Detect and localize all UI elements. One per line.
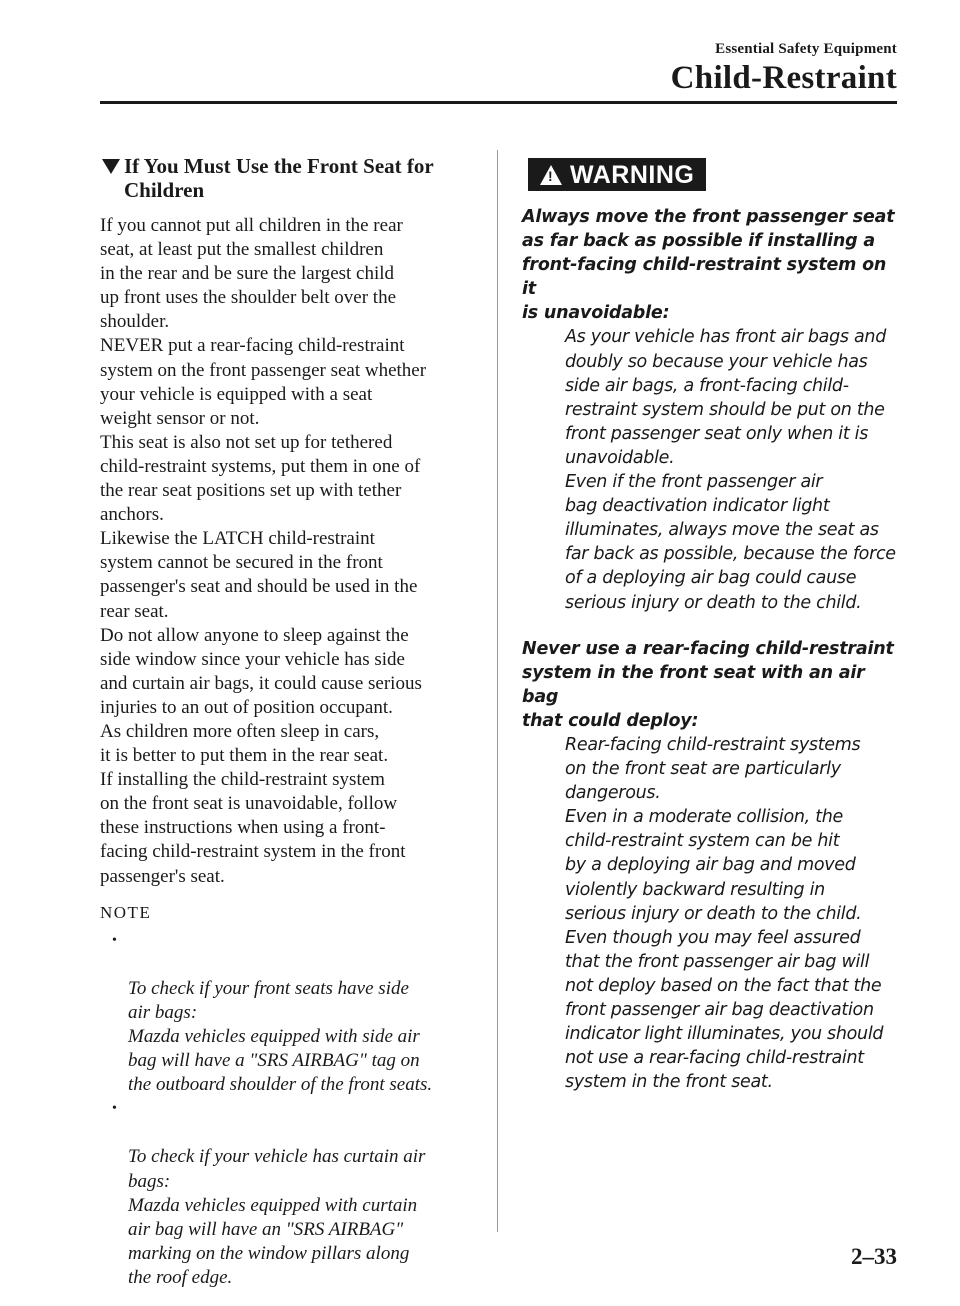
column-divider xyxy=(497,150,498,1232)
warning-block xyxy=(522,637,902,1095)
warning-block xyxy=(522,205,902,615)
warning-badge xyxy=(528,158,706,191)
warning-block-body: As your vehicle has front air bags and doubly so because your vehicle has side air bags, a front-facing child- restraint system should be put on the front passenger seat only when it is unavoidable. Even if the front passenger air bag deactivation indicator light illuminates, always move the seat as far back as possible, because the force of a deploying air bag could cause serious injury or death to the child. xyxy=(565,327,896,613)
warning-block-title: Never use a rear-facing child-restraint system in the front seat with an air bag that could deploy: xyxy=(522,638,894,731)
header-rule xyxy=(100,101,897,104)
note-item-text: To check if your front seats have side air bags: Mazda vehicles equipped with side air bag will have a "SRS AIRBAG" tag on the outboard shoulder of the front seats. xyxy=(128,977,433,1096)
page-number: 2–33 xyxy=(851,1244,897,1269)
warning-triangle-icon: ! xyxy=(540,165,562,185)
note-item xyxy=(100,929,472,1098)
warning-column xyxy=(522,158,902,1094)
section-heading xyxy=(100,154,472,202)
bullet-icon: • xyxy=(112,932,117,948)
warning-label: WARNING xyxy=(570,160,695,189)
section-body-text: If you cannot put all children in the rear seat, at least put the smallest children in the rear and be sure the largest child up front uses the shoulder belt over the shoulder. NEVER put a rear-facing child-restraint system on the front passenger seat whether your vehicle is equipped with a seat weight sensor or not. This seat is also not set up for tethered child-restraint systems, put them in one of the rear seat positions set up with tether anchors. Likewise the LATCH child-restraint system cannot be secured in the front passenger's seat and should be used in the rear seat. Do not allow anyone to sleep against the side window since your vehicle has side and curtain air bags, it could cause serious injuries to an out of position occupant. As children more often sleep in cars, it is better to put them in the rear seat. If installing the child-restraint system on the front seat is unavoidable, follow these instructions when using a front- facing child-restraint system in the front passenger's seat. xyxy=(100,215,427,887)
running-header-title: Child-Restraint xyxy=(670,60,897,96)
note-label: NOTE xyxy=(100,902,152,922)
bullet-icon: • xyxy=(112,1101,117,1117)
left-column xyxy=(100,150,472,1290)
running-header-section: Essential Safety Equipment xyxy=(715,41,897,57)
note-list xyxy=(100,929,472,1290)
warning-block-title: Always move the front passenger seat as far back as possible if installing a front-facing child-restraint system on it is unavoidable: xyxy=(522,207,895,324)
section-triangle-icon xyxy=(102,159,120,174)
note-item-text: To check if your vehicle has curtain air bags: Mazda vehicles equipped with curtain air bag will have an "SRS AIRBAG" marking on the window pillars along the roof edge. xyxy=(128,1146,426,1288)
section-heading-text: If You Must Use the Front Seat for Children xyxy=(124,154,434,202)
note-item xyxy=(100,1097,472,1290)
warning-block-body: Rear-facing child-restraint systems on the front seat are particularly dangerous. Even in a moderate collision, the child-restraint system can be hit by a deploying air bag and moved violently backward resulting in serious injury or death to the child. Even though you may feel assured that the front passenger air bag will not deploy based on the fact that the front passenger air bag deactivation indicator light illuminates, you should not use a rear-facing child-restraint system in the front seat. xyxy=(565,734,884,1093)
